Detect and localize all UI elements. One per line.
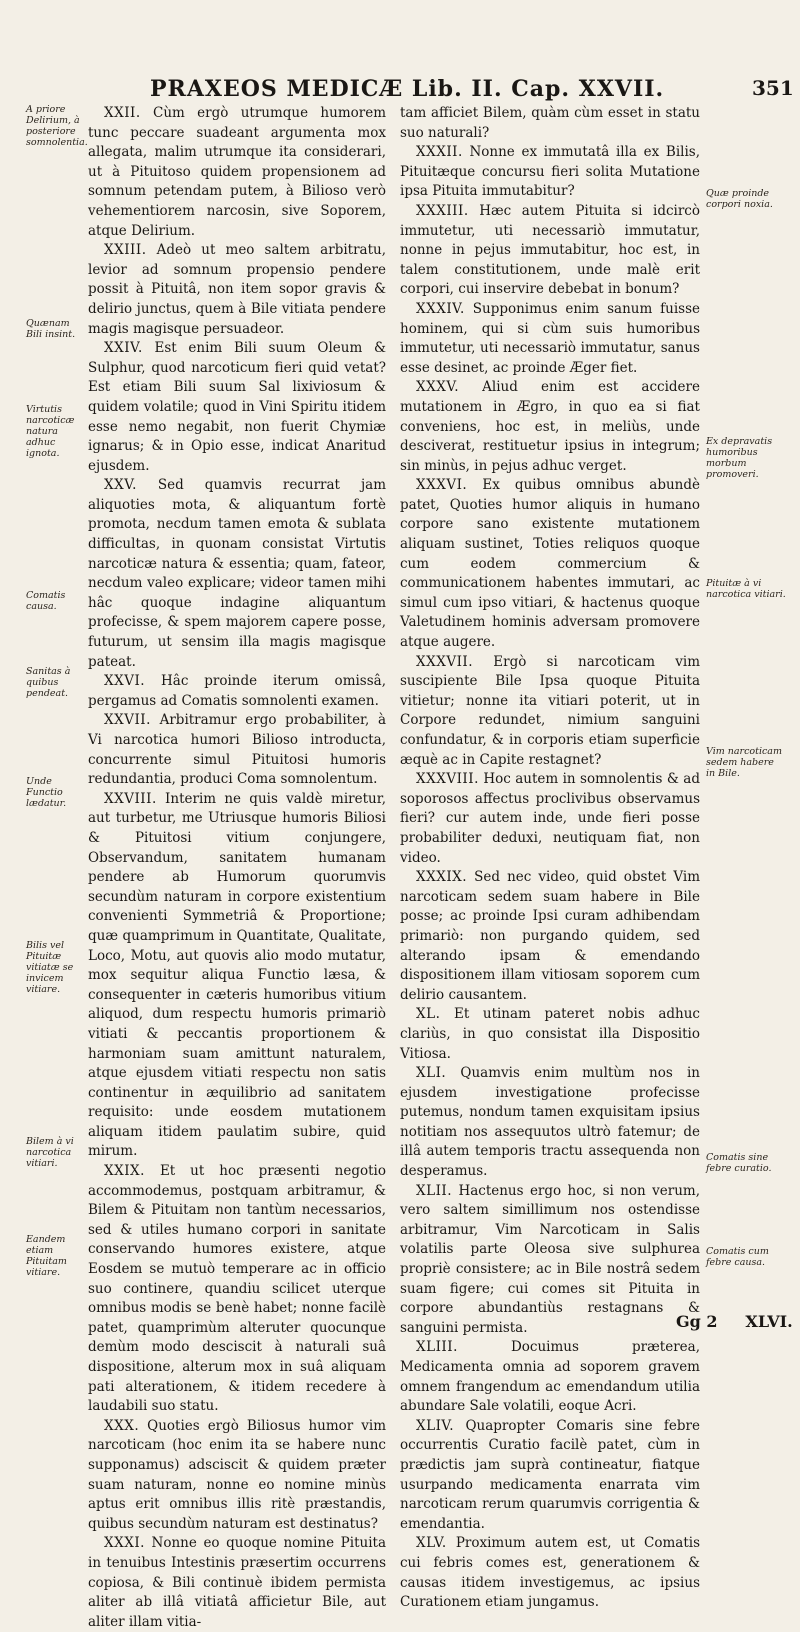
margin-note: Bilis vel Pituitæ vitiatæ se invicem vitiare. bbox=[26, 940, 74, 995]
page-footer bbox=[676, 1312, 793, 1331]
paragraph: XXXV. Aliud enim est accidere mutationem in Ægro, in quo ea si fiat conveniens, hoc est, in meliùs, unde desciverat, restituetur ipsius in integrum; sin minùs, in pejus adhuc verget. bbox=[400, 379, 700, 474]
paragraph: XXVIII. Interim ne quis valdè miretur, aut turbetur, me Utriusque humoris Biliosi & Pituitosi vitium conjungere, Observandum, sanitatem humanam pendere ab Humorum quorumvis secundùm naturam in corpore existentium convenienti Symmetriâ & Proportione; quæ quamprimum in Quantitate, Qualitate, Loco, Motu, aut quovis alio modo mutatur, mox sequitur aliqua Functio læsa, & consequenter in cæteris humoribus vitium aliquod, dum respectu humoris primariò vitiati & peccantis proportionem & harmoniam suam amittunt naturalem, atque ejusdem vitiati respectu non satis continentur in æquilibrio ad sanitatem requisito: unde eosdem mutationem aliquam itidem paulatim subire, quid mirum. bbox=[88, 790, 386, 1160]
catchword: XLVI. bbox=[745, 1312, 793, 1331]
margin-note: Quænam Bili insint. bbox=[26, 318, 76, 340]
paragraph: XXIV. Est enim Bili suum Oleum & Sulphur, quod narcoticum fieri quid vetat? Est etiam Bili suum Sal lixiviosum & quidem volatile; quod in Vini Spiritu itidem esse nemo negabit, non fuerit Chymiæ ignarus; & in Opio esse, indicat Anaritud ejusdem. bbox=[88, 340, 386, 474]
paragraph: tam afficiet Bilem, quàm cùm esset in statu suo naturali? bbox=[400, 105, 700, 141]
right-column bbox=[400, 104, 700, 1613]
paragraph: XXXII. Nonne ex immutatâ illa ex Bilis, Pituitæque concursu fieri solita Mutatione ipsa Pituita immutabitur? bbox=[400, 144, 700, 200]
margin-note: Comatis cum febre causa. bbox=[706, 1246, 769, 1268]
paragraph: XLIII. Docuimus præterea, Medicamenta omnia ad soporem gravem omnem frangendum ac emendandum utilia abundare Sale volatili, eoque Acri. bbox=[400, 1339, 700, 1415]
paragraph: XXXIII. Hæc autem Pituita si idcircò immutetur, uti necessariò immutatur, nonne in pejus immutabitur, hoc est, in talem constitutionem, unde malè erit corpori, cui inservire debebat in bonum? bbox=[400, 202, 700, 298]
paragraph: XLV. Proximum autem est, ut Comatis cui febris comes est, generationem & causas itidem investigemus, ac ipsius Curationem etiam jungamus. bbox=[400, 1535, 700, 1611]
paragraph: XXXI. Nonne eo quoque nomine Pituita in tenuibus Intestinis præsertim occurrens copiosa, & Bili continuè ibidem permista aliter ab illâ vitiatâ afficietur Bile, aut aliter illam vitia- bbox=[88, 1535, 386, 1630]
paragraph: XXXIX. Sed nec video, quid obstet Vim narcoticam sedem suam habere in Bile posse; ac proinde Ipsi curam adhibendam primariò: non purgando quidem, sed alterando ipsam & emendando dispositionem illam vitiosam soporem cum delirio causantem. bbox=[400, 869, 700, 1003]
running-head: PRAXEOS MEDICÆ Lib. II. Cap. XXVII. bbox=[150, 76, 665, 102]
margin-note: Eandem etiam Pituitam vitiare. bbox=[26, 1234, 67, 1278]
paragraph: XXV. Sed quamvis recurrat jam aliquoties mota, & aliquantum fortè promota, necdum tamen emota & sublata difficultas, in quonam consistat Virtutis narcoticæ natura & essentia; quam, fateor, necdum valeo explicare; videor tamen mihi hâc quoque indagine aliquantum profecisse, & spem majorem capere posse, futurum, ut sensim illa magis magisque pateat. bbox=[88, 477, 386, 670]
signature-mark: Gg 2 bbox=[676, 1312, 718, 1331]
margin-note: Sanitas à quibus pendeat. bbox=[26, 666, 71, 699]
paragraph: XXXVII. Ergò si narcoticam vim suscipiente Bile Ipsa quoque Pituita vitietur; nonne ita vitiari poterit, ut in Corpore redundet, nimium sanguini confundatur, & in corporis etiam superficie æquè ac in Capite restagnet? bbox=[400, 653, 701, 768]
paragraph: XXX. Quoties ergò Biliosus humor vim narcoticam (hoc enim ita se habere nunc supponamus) adsciscit & quidem præter suam naturam, nonne eo nomine minùs aptus erit omnibus illis ritè præstandis, quibus secundùm naturam est destinatus? bbox=[88, 1417, 386, 1532]
margin-note: Virtutis narcoticæ natura adhuc ignota. bbox=[26, 404, 75, 459]
margin-note: Unde Functio lædatur. bbox=[26, 776, 67, 809]
page-number: 351 bbox=[752, 76, 794, 100]
margin-note: Comatis causa. bbox=[26, 590, 66, 612]
paragraph: XXVII. Arbitramur ergo probabiliter, à Vi narcotica humori Bilioso introducta, concurrente simul Pituitosi humoris redundantia, produci Coma somnolentum. bbox=[88, 712, 387, 788]
paragraph: XXVI. Hâc proinde iterum omissâ, pergamus ad Comatis somnolenti examen. bbox=[88, 673, 387, 709]
paragraph: XXXVI. Ex quibus omnibus abundè patet, Quoties humor aliquis in humano corpore sano existente mutationem aliquam sustinet, Toties reliquos quoque cum eodem commercium & communicationem habentes immutari, ac simul cum ipso vitiari, & hactenus quoque Valetudinem hominis adversam promovere atque augere. bbox=[400, 477, 700, 651]
margin-note: Ex depravatis humoribus morbum promoveri. bbox=[706, 436, 773, 480]
margin-note: Comatis sine febre curatio. bbox=[706, 1152, 772, 1174]
margin-note: A priore Delirium, à posteriore somnolentia. bbox=[26, 104, 88, 148]
paragraph: XXIII. Adeò ut meo saltem arbitratu, levior ad somnum propensio pendere possit à Pituitâ, non item sopor gravis & delirio junctus, quem à Bile vitiata pendere magis magisque persuadeor. bbox=[88, 242, 386, 337]
paragraph: XXIX. Et ut hoc præsenti negotio accommodemus, postquam arbitramur, & Bilem & Pituitam non tantùm necessarios, sed & utiles humano corpori in sanitate conservando humores existere, atque Eosdem se mutuò temperare ac in officio suo continere, quandiu scilicet uterque omnibus modis se benè habet; nonne facilè patet, quamprimùm alteruter quocunque demùm modo desciscit à naturali suâ dispositione, alterum mox in suâ aliquam pati alterationem, & itidem recedere à laudabili suo statu. bbox=[88, 1163, 386, 1415]
margin-note: Pituitæ à vi narcotica vitiari. bbox=[706, 578, 786, 600]
paragraph: XL. Et utinam pateret nobis adhuc clariùs, in quo consistat illa Dispositio Vitiosa. bbox=[400, 1006, 700, 1062]
paragraph: XXII. Cùm ergò utrumque humorem tunc peccare suadeant argumenta mox allegata, malim utrumque ita considerari, ut à Pituitoso quidem propensionem ad somnum petendam putem, à Bilioso verò vehementiorem narcosin, sive Soporem, atque Delirium. bbox=[88, 105, 386, 239]
paragraph: XLII. Hactenus ergo hoc, si non verum, vero saltem simillimum nos ostendisse arbitramur, Vim Narcoticam in Salis volatilis parte Oleosa sive sulphurea propriè consistere; ac in Bile nostrâ sedem suam figere; cui comes sit Pituita in corpore abundantiùs restagnans & sanguini permista. bbox=[400, 1182, 700, 1336]
paragraph: XXXIV. Supponimus enim sanum fuisse hominem, qui si cùm suis humoribus immutetur, uti necessariò immutatur, sanus esse desinet, ac proinde Æger fiet. bbox=[400, 300, 700, 376]
margin-note: Quæ proinde corpori noxia. bbox=[706, 188, 773, 210]
left-column bbox=[88, 104, 386, 1632]
paragraph: XLIV. Quapropter Comaris sine febre occurrentis Curatio facilè patet, cùm in prædictis jam suprà contineatur, fiatque usurpando medicamenta enarrata vim narcoticam rerum quarumvis corrigentia & emendantia. bbox=[400, 1417, 700, 1532]
margin-note: Vim narcoticam sedem habere in Bile. bbox=[706, 746, 782, 779]
paragraph: XLI. Quamvis enim multùm nos in ejusdem investigatione profecisse putemus, nondum tamen exquisitam ipsius notitiam nos assequutos ultrò fatemur; de illâ autem temporis tractu assequenda non desperamus. bbox=[400, 1065, 700, 1180]
margin-note: Bilem à vi narcotica vitiari. bbox=[26, 1136, 74, 1169]
paragraph: XXXVIII. Hoc autem in somnolentis & ad soporosos affectus proclivibus observamus fieri? cur autem inde, unde fieri posse probabiliter deduxi, neutiquam fiat, non video. bbox=[400, 771, 700, 866]
